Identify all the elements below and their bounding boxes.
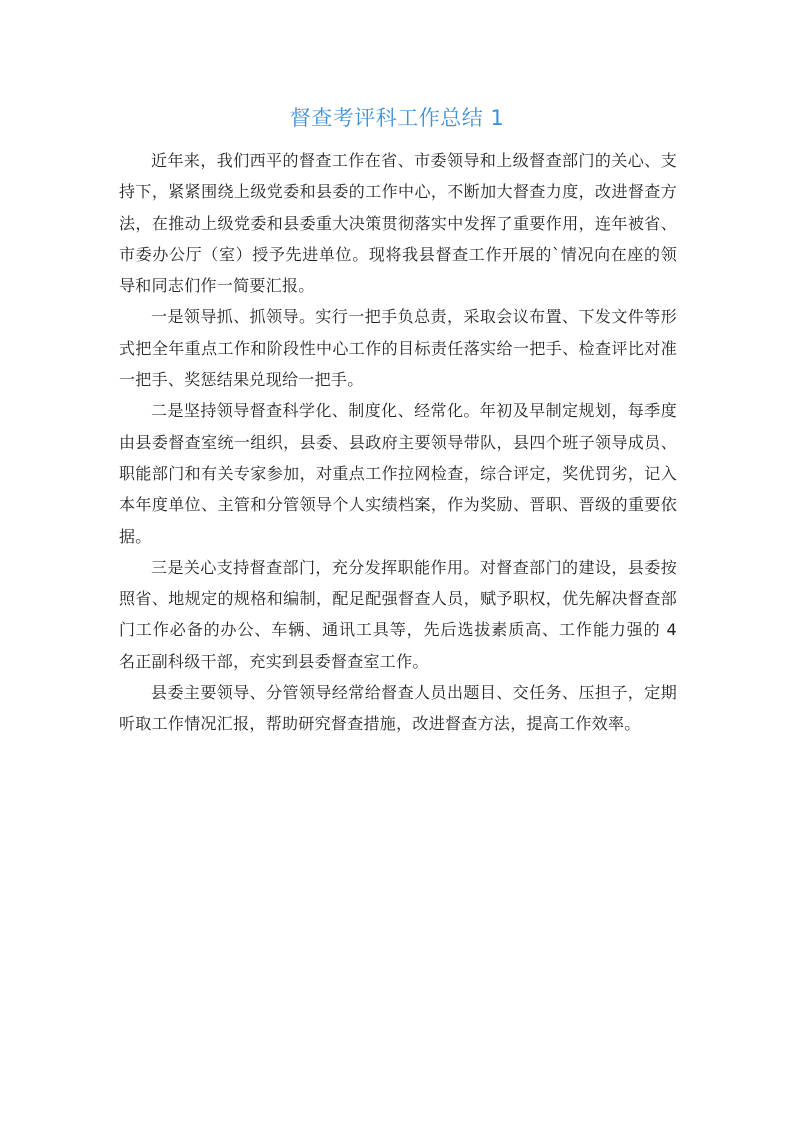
paragraph-point-2: 二是坚持领导督查科学化、制度化、经常化。年初及早制定规划，每季度由县委督查室统一组织，县委、县政府主要领导带队，县四个班子领导成员、职能部门和有关专家参加，对重点工作拉网检查，综合评定，奖优罚劣，记入本年度单位、主管和分管领导个人实绩档案，作为奖励、晋职、晋级的重要依据。: [119, 401, 677, 546]
document-title: 督查考评科工作总结 1: [289, 106, 505, 130]
paragraph-point-1: 一是领导抓、抓领导。实行一把手负总责，采取会议布置、下发文件等形式把全年重点工作和阶段性中心工作的目标责任落实给一把手、检查评比对准一把手、奖惩结果兑现给一把手。: [119, 307, 677, 390]
paragraph-leadership: 县委主要领导、分管领导经常给督查人员出题目、交任务、压担子，定期听取工作情况汇报，帮助研究督查措施，改进督查方法，提高工作效率。: [119, 683, 677, 734]
paragraph-intro: 近年来，我们西平的督查工作在省、市委领导和上级督查部门的关心、支持下，紧紧围绕上级党委和县委的工作中心，不断加大督查力度，改进督查方法，在推动上级党委和县委重大决策贯彻落实中发挥了重要作用，连年被省、市委办公厅（室）授予先进单位。现将我县督查工作开展的`情况向在座的领导和同志们作一简要汇报。: [119, 151, 677, 296]
document-body: [119, 145, 677, 740]
paragraph-point-3: 三是关心支持督查部门，充分发挥职能作用。对督查部门的建设，县委按照省、地规定的规格和编制，配足配强督查人员，赋予职权，优先解决督查部门工作必备的办公、车辆、通讯工具等，先后选拔素质高、工作能力强的 4 名正副科级干部，充实到县委督查室工作。: [119, 557, 677, 671]
